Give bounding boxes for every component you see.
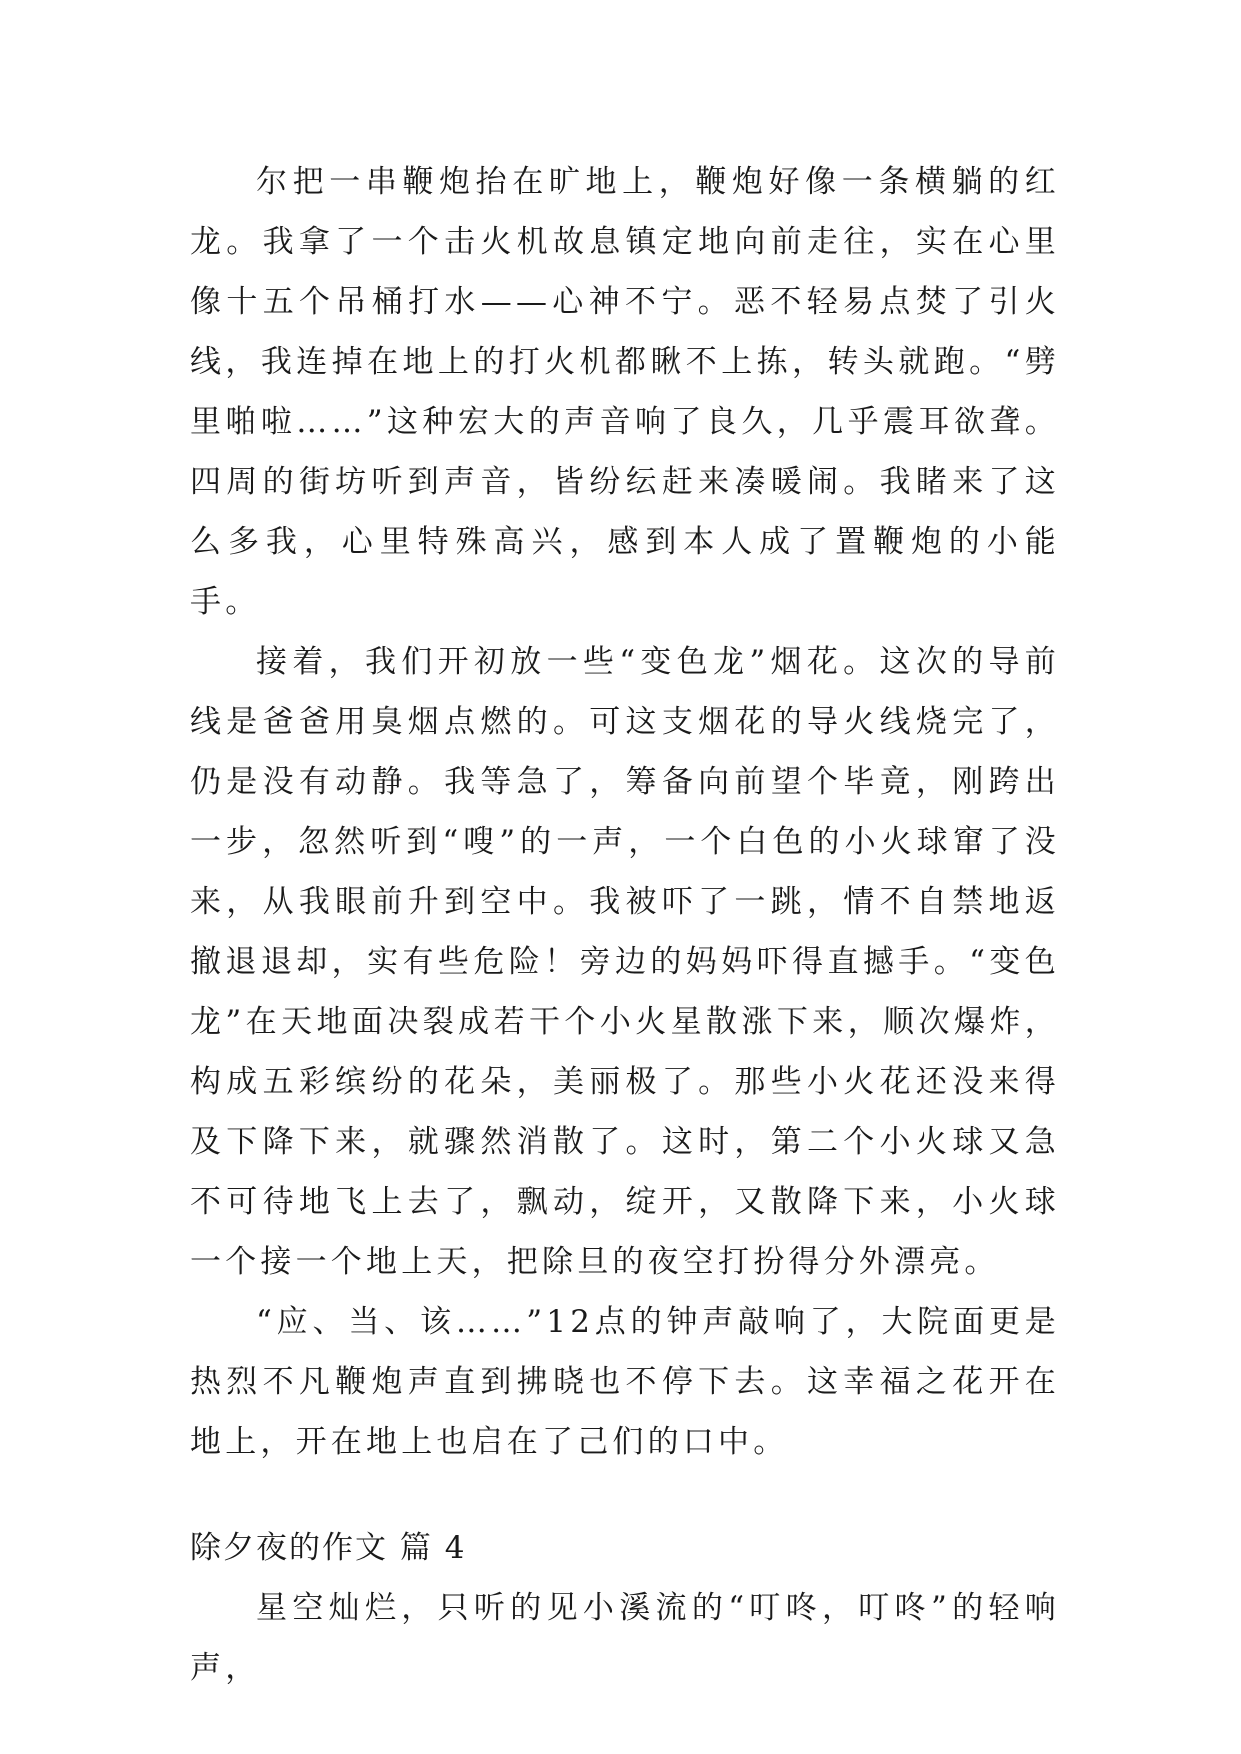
document-page xyxy=(190,152,1060,1698)
body-paragraph: 尔把一串鞭炮抬在旷地上，鞭炮好像一条横躺的红龙。我拿了一个击火机故息镇定地向前走往，实在心里像十五个吊桶打水——心神不宁。恶不轻易点焚了引火线，我连掉在地上的打火机都瞅不上拣，转头就跑。“劈里啪啦……”这种宏大的声音响了良久，几乎震耳欲聋。四周的街坊听到声音，皆纷纭赶来凑暖闹。我睹来了这么多我，心里特殊高兴，感到本人成了置鞭炮的小能手。 xyxy=(190,164,1060,620)
section-first-paragraph: 星空灿烂，只听的见小溪流的“叮咚，叮咚”的轻响声， xyxy=(190,1590,1060,1686)
section-heading: 除夕夜的作文 篇 4 xyxy=(190,1530,467,1566)
body-paragraph: “应、当、该……”12点的钟声敲响了，大院面更是热烈不凡鞭炮声直到拂晓也不停下去。这幸福之花开在地上，开在地上也启在了己们的口中。 xyxy=(190,1304,1060,1460)
body-paragraph: 接着，我们开初放一些“变色龙”烟花。这次的导前线是爸爸用臭烟点燃的。可这支烟花的导火线烧完了，仍是没有动静。我等急了，筹备向前望个毕竟，刚跨出一步，忽然听到“嗖”的一声，一个白色的小火球窜了没来，从我眼前升到空中。我被吓了一跳，情不自禁地返撤退退却，实有些危险！旁边的妈妈吓得直撼手。“变色龙”在天地面决裂成若干个小火星散涨下来，顺次爆炸，构成五彩缤纷的花朵，美丽极了。那些小火花还没来得及下降下来，就骤然消散了。这时，第二个小火球又急不可待地飞上去了，飘动，绽开，又散降下来，小火球一个接一个地上天，把除旦的夜空打扮得分外漂亮。 xyxy=(190,644,1060,1280)
